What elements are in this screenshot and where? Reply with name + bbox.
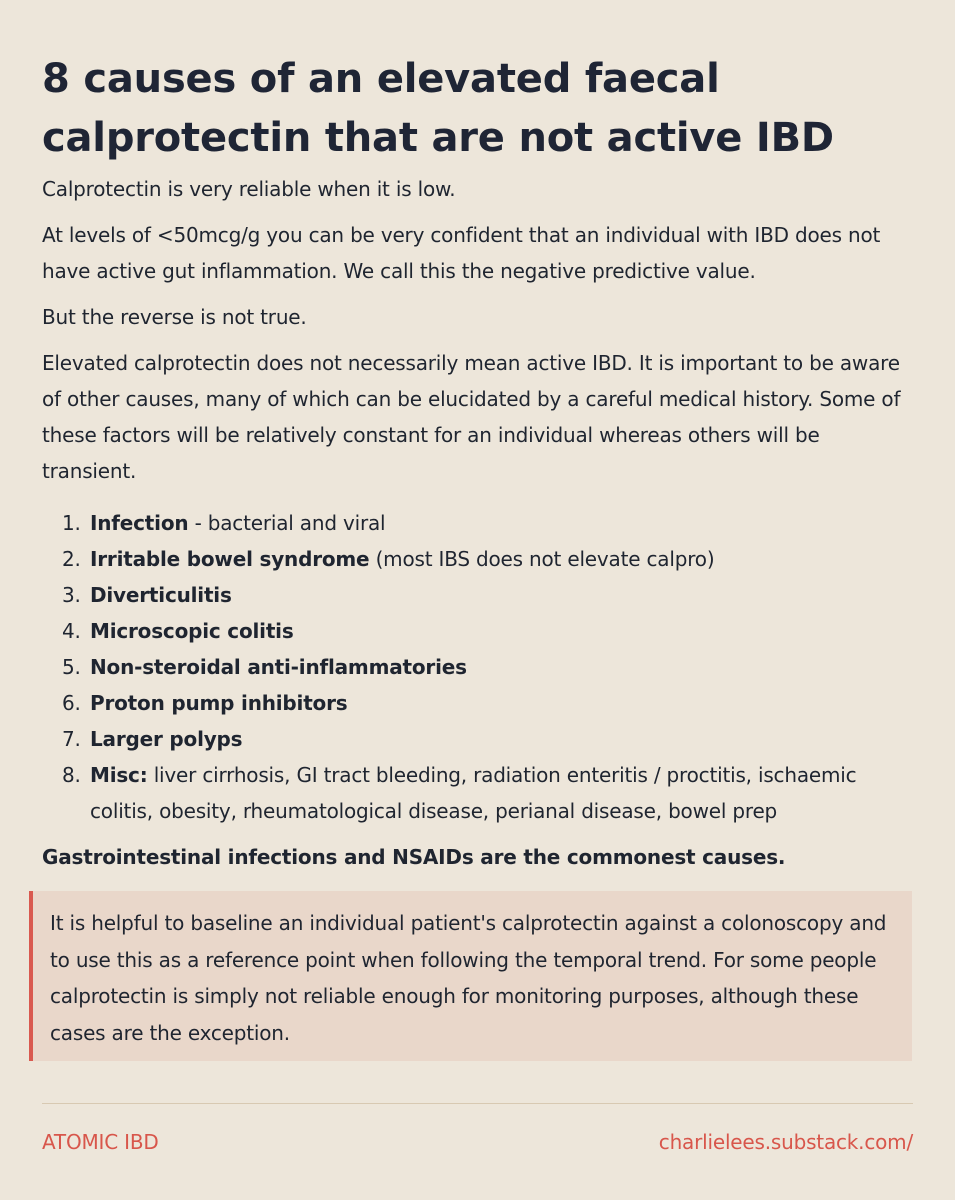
cause-detail: liver cirrhosis, GI tract bleeding, radiation enteritis / proctitis, ischaemic colitis, obesity, rheumatological disease, perianal disease, bowel prep xyxy=(90,763,857,823)
list-number: 3. xyxy=(62,583,81,607)
list-number: 1. xyxy=(62,511,81,535)
paragraph-low-reliability: Calprotectin is very reliable when it is low. xyxy=(42,177,456,201)
cause-name: Non-steroidal anti-inflammatories xyxy=(90,655,467,679)
cause-name: Misc: xyxy=(90,763,148,787)
list-item xyxy=(42,613,914,649)
list-number: 8. xyxy=(62,763,81,787)
cause-name: Infection xyxy=(90,511,189,535)
list-item xyxy=(42,685,914,721)
list-item xyxy=(42,649,914,685)
paragraph-reverse: But the reverse is not true. xyxy=(42,305,307,329)
cause-detail: (most IBS does not elevate calpro) xyxy=(369,547,715,571)
list-number: 5. xyxy=(62,655,81,679)
summary-statement: Gastrointestinal infections and NSAIDs are the commonest causes. xyxy=(42,845,786,869)
cause-name: Irritable bowel syndrome xyxy=(90,547,370,571)
list-number: 7. xyxy=(62,727,81,751)
article xyxy=(42,0,914,875)
callout-box xyxy=(29,891,912,1061)
list-number: 2. xyxy=(62,547,81,571)
list-item xyxy=(42,541,914,577)
causes-list xyxy=(42,505,914,829)
list-number: 4. xyxy=(62,619,81,643)
footer-divider xyxy=(42,1103,913,1104)
footer-brand: ATOMIC IBD xyxy=(42,1130,159,1154)
list-item xyxy=(42,721,914,757)
list-item xyxy=(42,757,914,829)
cause-name: Microscopic colitis xyxy=(90,619,294,643)
cause-name: Proton pump inhibitors xyxy=(90,691,348,715)
callout-text: It is helpful to baseline an individual patient's calprotectin against a colonoscopy and to use this as a reference point when following the temporal trend. For some people calprotectin is simply not reliable enough for monitoring purposes, although these cases are the exception. xyxy=(50,911,887,1045)
paragraph-other-causes: Elevated calprotectin does not necessarily mean active IBD. It is important to be aware of other causes, many of which can be elucidated by a careful medical history. Some of these factors will be relatively constant for an individual whereas others will be transient. xyxy=(42,351,901,483)
page-title: 8 causes of an elevated faecal calprotectin that are not active IBD xyxy=(42,56,834,161)
cause-name: Larger polyps xyxy=(90,727,243,751)
cause-name: Diverticulitis xyxy=(90,583,232,607)
list-item xyxy=(42,505,914,541)
list-item xyxy=(42,577,914,613)
list-number: 6. xyxy=(62,691,81,715)
intro-paragraphs xyxy=(42,171,914,489)
footer-url-link[interactable]: charlielees.substack.com/ xyxy=(658,1130,913,1154)
cause-detail: - bacterial and viral xyxy=(188,511,386,535)
paragraph-negative-predictive-value: At levels of <50mcg/g you can be very confident that an individual with IBD does not have active gut inflammation. We call this the negative predictive value. xyxy=(42,223,881,283)
